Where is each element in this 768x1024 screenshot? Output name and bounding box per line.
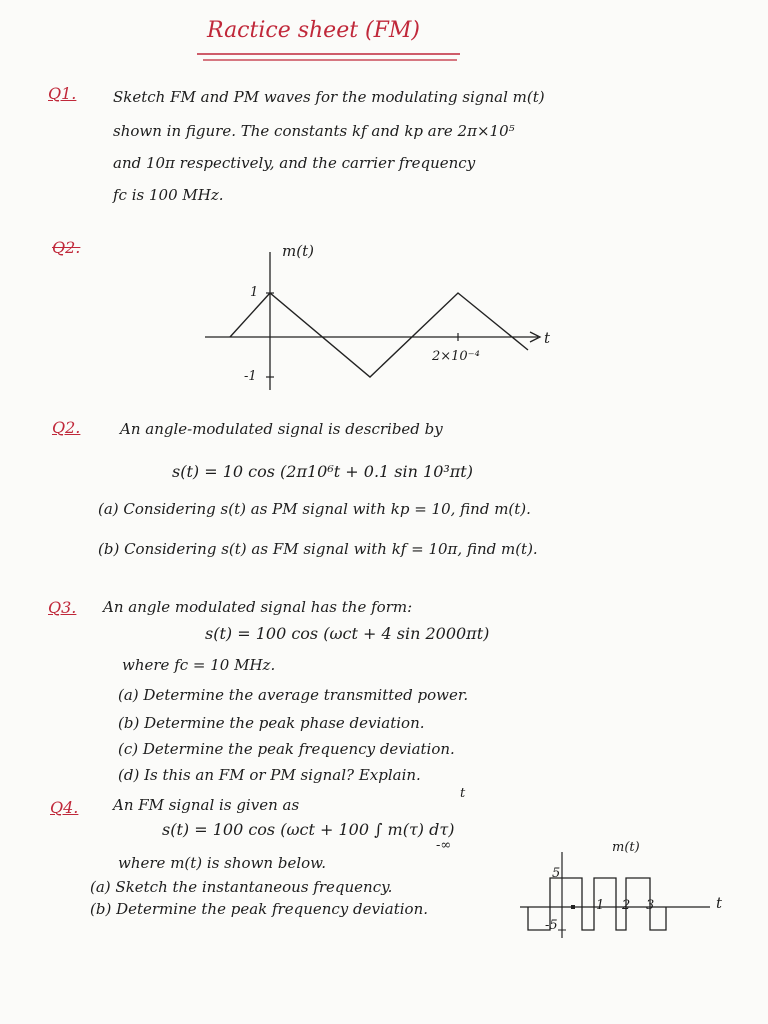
q1-line-4: fc is 100 MHz. [113,186,224,204]
q1-line-1: Sketch FM and PM waves for the modulating signal m(t) [113,88,545,106]
q3-part-b: (b) Determine the peak phase deviation. [118,714,425,732]
fig1-ylabel: m(t) [282,242,314,260]
q4-integral-lower: -∞ [436,838,452,853]
q4-equation: s(t) = 100 cos (ωct + 100 ∫ m(τ) dτ) [162,820,455,839]
q3-where: where fc = 10 MHz. [122,656,276,674]
q4-label: Q4. [50,798,79,817]
fig2-xtick-3: 3 [646,898,655,913]
fig1-xtick: 2×10⁻⁴ [432,349,480,364]
q4-part-a: (a) Sketch the instantaneous frequency. [90,878,393,896]
q3-part-a: (a) Determine the average transmitted power. [118,686,469,704]
fig1-ytick-top: 1 [250,285,259,300]
q3-part-c: (c) Determine the peak frequency deviation. [118,740,455,758]
fig1-xlabel: t [544,329,551,347]
page-title: Ractice sheet (FM) [207,18,421,43]
fig2-ylabel: m(t) [612,840,640,855]
q3-part-d: (d) Is this an FM or PM signal? Explain. [118,766,421,784]
fig2-xlabel: t [716,894,723,912]
q3-equation: s(t) = 100 cos (ωct + 4 sin 2000πt) [205,624,490,643]
fig1-ytick-bottom: -1 [244,369,257,384]
q3-label: Q3. [48,598,77,617]
fig2-xtick-2: 2 [622,898,631,913]
fig1-waveform [230,293,528,377]
title-underline [195,50,465,64]
q4-part-b: (b) Determine the peak frequency deviation. [90,900,429,918]
q3-intro: An angle modulated signal has the form: [103,598,413,616]
q4-intro: An FM signal is given as [113,796,300,814]
q2-label: Q2. [52,418,81,437]
q4-integral-upper: t [460,786,466,801]
fig2-ytick-top: 5 [552,866,561,881]
fig2-ytick-bottom: -5 [545,918,558,933]
fig2-xtick-1: 1 [596,898,605,913]
q1-label: Q1. [48,84,77,103]
fig2-dot [571,905,575,909]
q2-part-a: (a) Considering s(t) as PM signal with kp = 10, find m(t). [98,500,531,518]
q2-equation: s(t) = 10 cos (2π10⁶t + 0.1 sin 10³πt) [172,462,473,481]
q1-line-3: and 10π respectively, and the carrier frequency [113,154,476,172]
q4-where: where m(t) is shown below. [118,854,326,872]
q1-line-2: shown in figure. The constants kf and kp are 2π×10⁵ [113,122,515,140]
fig1-question-label: Q2. [52,238,81,257]
q2-intro: An angle-modulated signal is described by [120,420,443,438]
q2-part-b: (b) Considering s(t) as FM signal with kf = 10π, find m(t). [98,540,538,558]
